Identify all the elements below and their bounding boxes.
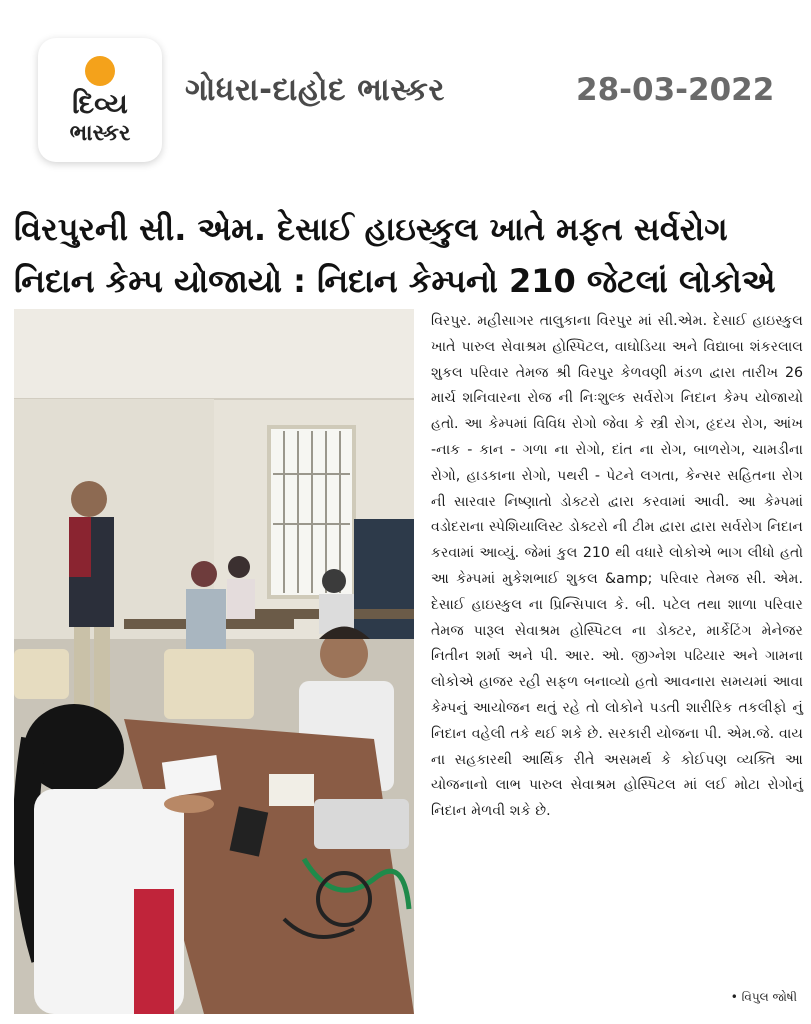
logo-text-line1: દિવ્ય xyxy=(72,87,128,120)
brand-logo xyxy=(38,38,162,162)
article-body-text: વિરપુર. મહીસાગર તાલુકાના વિરપુર માં સી.એમ. દેસાઈ હાઇસ્કુલ ખાતે પારુલ સેવાશ્રમ હોસ્પિટલ, વાઘોડિયા અને વિદ્યાબા શંકરલાલ શુકલ પરિવાર તેમજ શ્રી વિરપુર કેળવણી મંડળ દ્વારા તારીખ 26 માર્ચ શનિવારના રોજ ની નિઃશુલ્ક સર્વરોગ નિદાન કેમ્પ યોજાયો હતો. આ કેમ્પમાં વિવિધ રોગો જેવા કે સ્ત્રી રોગ, હૃદય રોગ, આંખ -નાક - કાન - ગળા ના રોગો, દાંત ના રોગ, બાળરોગ, ચામડીના રોગો, હાડકાના રોગો, પથરી - પેટને લગતા, કેન્સર સહિતના રોગ ની સારવાર નિષ્ણાતો ડોક્ટરો દ્વારા કરવામાં આવી. આ કેમ્પમાં વડોદરાના સ્પેશિયાલિસ્ટ ડોક્ટરો ની ટીમ દ્વારા દ્વારા સર્વરોગ નિદાન કરવામાં આવ્યું. જેમાં કુલ 210 થી વધારે લોકોએ ભાગ લીધો હતો આ કેમ્પમાં મુકેશભાઈ શુકલ &amp; પરિવાર તેમજ સી. એમ. દેસાઈ હાઇસ્કુલ ના પ્રિન્સિપાલ કે. બી. પટેલ તથા શાળા પરિવાર તેમજ પારૂલ સેવાશ્રમ હોસ્પિટલ ના ડોક્ટર, માર્કેટિંગ મેનેજર નિતીન શર્મા અને પી. આર. ઓ. જીગ્નેશ પઢિયાર અને ગામના લોકોએ હાજર રહી સફળ બનાવ્યો હતો આવનારા સમયમાં આવા કેમ્પનું આયોજન થતું રહે તો લોકોને પડતી શારીરિક તકલીફો નું નિદાન વહેલી તકે થઈ શકે છે. સરકારી યોજના પી. એમ.જે. વાય ના સહકારથી આર્થિક રીતે અસમર્થ કે કોઈપણ વ્યક્તિ આ યોજનાનો લાભ પારુલ સેવાશ્રમ હોસ્પિટલ માં લઈ મોટા રોગોનું નિદાન મેળવી શકે છે. xyxy=(431,313,803,820)
article-body xyxy=(431,309,803,825)
publication-date: 28-03-2022 xyxy=(576,72,775,108)
logo-text-line2: ભાસ્કર xyxy=(69,121,131,146)
sun-icon xyxy=(85,56,115,86)
article-headline: વિરપુરની સી. એમ. દેસાઈ હાઇસ્કુલ ખાતે મફત સર્વરોગ નિદાન કેમ્પ યોજાયો : નિદાન કેમ્પનો 210 જેટલાં લોકોએ xyxy=(14,210,776,300)
reporter-credit: • વિપુલ જોષી xyxy=(730,990,797,1004)
edition-name: ગોધરા-દાહોદ ભાસ્કર xyxy=(185,72,445,108)
article-photo xyxy=(14,309,414,1014)
